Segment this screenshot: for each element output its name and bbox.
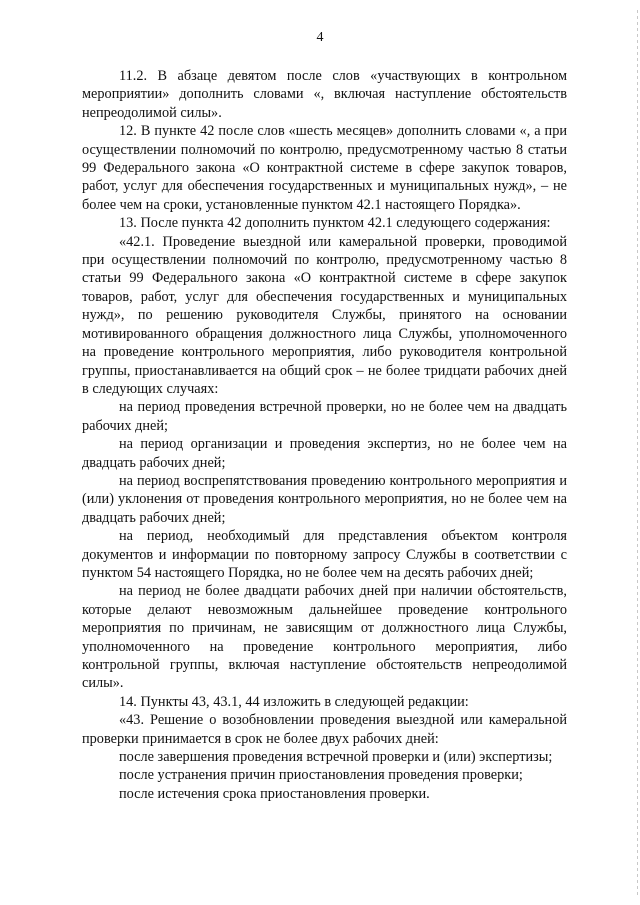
list-item-after-elimination: после устранения причин приостановления проведения проверки; [119,767,523,784]
paragraph-11-2: 11.2. В абзаце девятом после слов «участвующих в контрольном мероприятии» дополнить словами «, включая наступление обстоятельств непреодолимой силы». [82,68,567,121]
page-number: 4 [316,30,324,45]
paragraph-13: 13. После пункта 42 дополнить пунктом 42.1 следующего содержания: [119,215,551,232]
list-item-after-expiry: после истечения срока приостановления проверки. [119,785,430,802]
paragraph-12: 12. В пункте 42 после слов «шесть месяцев» дополнить словами «, а при осуществлении полномочий по контролю, предусмотренному частью 8 статьи 99 Федерального закона «О контрактной системе в сфере закупок товаров, работ, услуг для обеспечения государственных и муниципальных нужд», – не более чем на сроки, установленные пунктом 42.1 настоящего Порядка». [82,123,567,213]
scan-edge-line [637,10,638,895]
list-item-force-majeure: на период не более двадцати рабочих дней при наличии обстоятельств, которые делают невозможным дальнейшее проведение контрольного мероприятия по причинам, не зависящим от должностного лица Службы, уполномоченного на проведение контрольного мероприятия, либо контрольной группы, включая наступление обстоятельств непреодолимой силы». [82,583,567,692]
paragraph-14: 14. Пункты 43, 43.1, 44 изложить в следующей редакции: [119,693,469,710]
document-body [82,67,567,803]
paragraph-43: «43. Решение о возобновлении проведения выездной или камеральной проверки принимается в срок не более двух рабочих дней: [82,712,567,747]
list-item-expertise: на период организации и проведения экспертиз, но не более чем на двадцать рабочих дней; [82,436,567,471]
paragraph-42-1: «42.1. Проведение выездной или камеральной проверки, проводимой при осуществлении полномочий по контролю, предусмотренному частью 8 статьи 99 Федерального закона «О контрактной системе в сфере закупок товаров, работ, услуг для обеспечения государственных и муниципальных нужд», по решению руководителя Службы, принятого на основании мотивированного обращения должностного лица Службы, уполномоченного на проведение контрольного мероприятия, либо руководителя контрольной группы, приостанавливается на общий срок – не более тридцати рабочих дней в следующих случаях: [82,233,567,397]
list-item-documents: на период, необходимый для представления объектом контроля документов и информации по повторному запросу Службы в соответствии с пунктом 54 настоящего Порядка, но не более чем на десять рабочих дней; [82,528,567,581]
list-item-obstruction: на период воспрепятствования проведению контрольного мероприятия и (или) уклонения от проведения контрольного мероприятия, но не более чем на двадцать рабочих дней; [82,472,567,526]
list-item-after-completion: после завершения проведения встречной проверки и (или) экспертизы; [119,749,553,766]
list-item-counter-check: на период проведения встречной проверки, но не более чем на двадцать рабочих дней; [82,399,567,434]
